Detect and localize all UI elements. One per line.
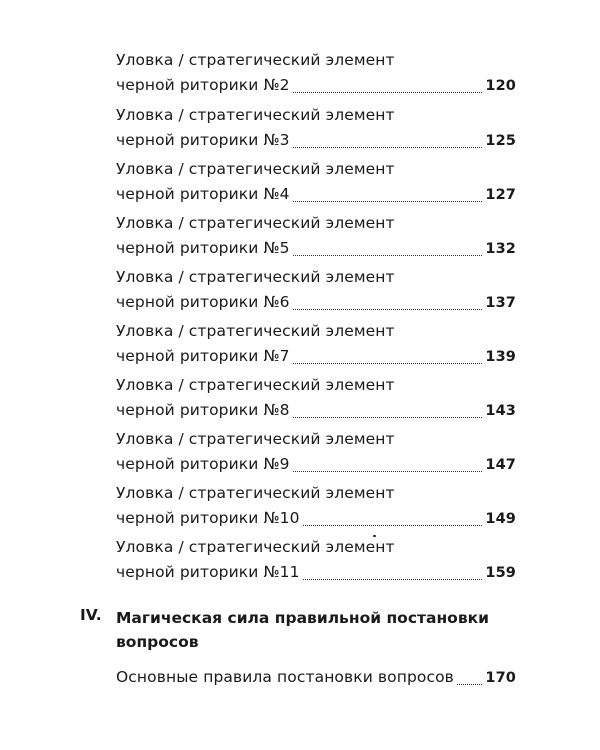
toc-entry bbox=[116, 103, 516, 154]
toc-entry-title-line2: черной риторики №10 bbox=[116, 509, 300, 527]
toc-entry-title-line1: Уловка / стратегический элемент bbox=[116, 376, 395, 394]
section-title: Магическая сила правильной постановки вопросов bbox=[116, 609, 490, 651]
dot-leader bbox=[457, 683, 483, 685]
toc-entry-page: 139 bbox=[485, 349, 516, 365]
toc-entry-page: 147 bbox=[485, 457, 516, 473]
toc-entry-page: 125 bbox=[485, 133, 516, 149]
toc-entry-title-line1: Уловка / стратегический элемент bbox=[116, 322, 395, 340]
toc-entry-title-line1: Уловка / стратегический элемент bbox=[116, 160, 395, 178]
toc-entry-title-line1: Уловка / стратегический элемент bbox=[116, 484, 395, 502]
toc-entry-title: Основные правила постановки вопросов bbox=[116, 668, 454, 686]
toc-entry bbox=[116, 665, 516, 691]
toc-entry-title-line2: черной риторики №8 bbox=[116, 401, 290, 419]
toc-entry-title-line1: Уловка / стратегический элемент bbox=[116, 268, 395, 286]
toc-entry bbox=[116, 265, 516, 316]
toc-entry bbox=[116, 535, 516, 586]
toc-entry-row bbox=[116, 665, 516, 691]
toc-entry-page: 149 bbox=[485, 511, 516, 527]
toc-entry-title-line2-row bbox=[116, 290, 516, 316]
toc-entry-title-line2: черной риторики №6 bbox=[116, 293, 290, 311]
dot-leader bbox=[303, 578, 483, 580]
toc-entry-title-line2-row bbox=[116, 506, 516, 532]
toc-entry-title-line2: черной риторики №11 bbox=[116, 563, 300, 581]
toc-entry-title-line2-row bbox=[116, 182, 516, 208]
toc-entry bbox=[116, 427, 516, 478]
dot-leader bbox=[293, 254, 483, 256]
toc-entry bbox=[116, 48, 516, 99]
toc-entry-page: 159 bbox=[485, 565, 516, 581]
toc-entry-title-line2: черной риторики №5 bbox=[116, 239, 290, 257]
dot-leader bbox=[293, 416, 483, 418]
toc-entry-title-line2-row bbox=[116, 452, 516, 478]
toc-entry-title-line1: Уловка / стратегический элемент bbox=[116, 51, 395, 69]
toc-entry-page: 127 bbox=[485, 187, 516, 203]
toc-entry-title-line2-row bbox=[116, 128, 516, 154]
toc-entry-title-line2: черной риторики №9 bbox=[116, 455, 290, 473]
toc-entry bbox=[116, 211, 516, 262]
toc-entry bbox=[116, 319, 516, 370]
dot-leader bbox=[303, 524, 483, 526]
section-number: IV. bbox=[80, 606, 102, 624]
toc-entry-title-line2: черной риторики №4 bbox=[116, 185, 290, 203]
toc-entry-page: 143 bbox=[485, 403, 516, 419]
toc-entry-title-line2: черной риторики №7 bbox=[116, 347, 290, 365]
toc-entry-title-line2: черной риторики №3 bbox=[116, 131, 290, 149]
toc-entry-title-line2-row bbox=[116, 236, 516, 262]
toc-entry-title-line2-row bbox=[116, 560, 516, 586]
dot-leader bbox=[293, 91, 483, 93]
toc-entry-title-line1: Уловка / стратегический элемент bbox=[116, 430, 395, 448]
toc-entry-page: 170 bbox=[485, 670, 516, 686]
dot-leader bbox=[293, 200, 483, 202]
toc-entry-title-line2-row bbox=[116, 73, 516, 99]
toc-entry-title-line1: Уловка / стратегический элемент bbox=[116, 538, 395, 556]
toc-entry-page: 132 bbox=[485, 241, 516, 257]
dot-leader bbox=[293, 470, 483, 472]
toc-entry-title-line1: Уловка / стратегический элемент bbox=[116, 214, 395, 232]
dot-leader bbox=[293, 308, 483, 310]
toc-entry bbox=[116, 481, 516, 532]
toc-entry-page: 137 bbox=[485, 295, 516, 311]
toc-entry bbox=[116, 373, 516, 424]
toc-entry-page: 120 bbox=[485, 78, 516, 94]
toc-entry-title-line2-row bbox=[116, 398, 516, 424]
toc-entry-title-line2-row bbox=[116, 344, 516, 370]
toc-entry bbox=[116, 157, 516, 208]
toc-entry-title-line2: черной риторики №2 bbox=[116, 76, 290, 94]
dot-leader bbox=[293, 146, 483, 148]
dot-leader bbox=[293, 362, 483, 364]
toc-entry-title-line1: Уловка / стратегический элемент bbox=[116, 106, 395, 124]
